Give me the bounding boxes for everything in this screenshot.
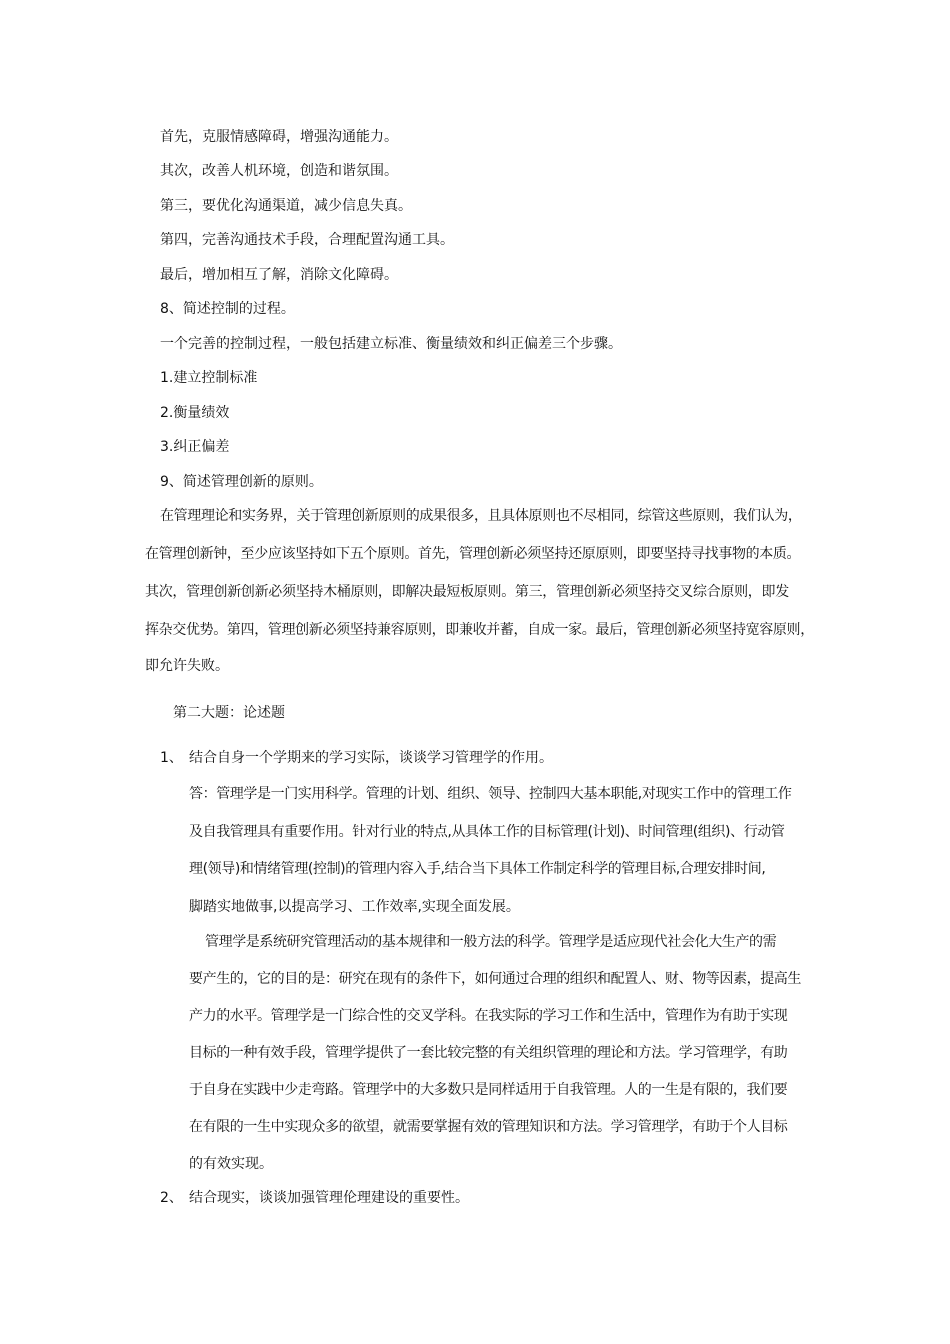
- control-step: 1.建立控制标准: [160, 370, 258, 386]
- answer-line: 脚踏实地做事,以提高学习、工作效率,实现全面发展。: [189, 899, 520, 915]
- list-item: 最后，增加相互了解，消除文化障碍。: [160, 267, 398, 283]
- answer-line: 及自我管理具有重要作用。针对行业的特点,从具体工作的目标管理(计划)、时间管理(组织)、行动管: [189, 824, 785, 840]
- question-9-paragraph-line: 即允许失败。: [145, 658, 229, 674]
- question-number: 1、: [160, 750, 183, 766]
- question-9-title: 9、简述管理创新的原则。: [160, 474, 323, 490]
- question-9-paragraph-line: 在管理理论和实务界，关于管理创新原则的成果很多，且具体原则也不尽相同，综管这些原则，我们认为，: [160, 508, 802, 524]
- question-number: 2、: [160, 1190, 183, 1206]
- answer-paragraph-line: 要产生的，它的目的是：研究在现有的条件下，如何通过合理的组织和配置人、财、物等因素，提高生: [189, 971, 801, 987]
- answer-paragraph-line: 目标的一种有效手段，管理学提供了一套比较完整的有关组织管理的理论和方法。学习管理学，有助: [189, 1045, 788, 1061]
- question-text: 结合自身一个学期来的学习实际，谈谈学习管理学的作用。: [189, 750, 553, 766]
- question-9-paragraph-line: 其次，管理创新创新必须坚持木桶原则，即解决最短板原则。第三，管理创新必须坚持交叉综合原则，即发: [145, 584, 789, 600]
- answer-paragraph-line: 管理学是系统研究管理活动的基本规律和一般方法的科学。管理学是适应现代社会化大生产的需: [205, 934, 777, 950]
- answer-line: 理(领导)和情绪管理(控制)的管理内容入手,结合当下具体工作制定科学的管理目标,合理安排时间,: [189, 861, 766, 877]
- question-text: 结合现实，谈谈加强管理伦理建设的重要性。: [189, 1190, 469, 1206]
- section-heading: 第二大题：论述题: [173, 705, 285, 721]
- list-item: 第四，完善沟通技术手段，合理配置沟通工具。: [160, 232, 454, 248]
- answer-paragraph-line: 在有限的一生中实现众多的欲望，就需要掌握有效的管理知识和方法。学习管理学，有助于个人目标: [189, 1119, 788, 1135]
- question-8-intro: 一个完善的控制过程，一般包括建立标准、衡量绩效和纠正偏差三个步骤。: [160, 336, 622, 352]
- question-9-paragraph-line: 在管理创新钟，至少应该坚持如下五个原则。首先，管理创新必须坚持还原原则，即要坚持寻找事物的本质。: [145, 546, 801, 562]
- question-8-title: 8、简述控制的过程。: [160, 301, 295, 317]
- list-item: 第三，要优化沟通渠道，减少信息失真。: [160, 198, 412, 214]
- question-9-paragraph-line: 挥杂交优势。第四，管理创新必须坚持兼容原则，即兼收并蓄，自成一家。最后，管理创新必须坚持宽容原则，: [145, 622, 814, 638]
- control-step: 2.衡量绩效: [160, 405, 230, 421]
- answer-paragraph-line: 产力的水平。管理学是一门综合性的交叉学科。在我实际的学习工作和生活中，管理作为有助于实现: [189, 1008, 788, 1024]
- list-item: 其次，改善人机环境，创造和谐氛围。: [160, 163, 398, 179]
- answer-line: 答：管理学是一门实用科学。管理的计划、组织、领导、控制四大基本职能,对现实工作中的管理工作: [189, 786, 792, 802]
- list-item: 首先，克服情感障碍，增强沟通能力。: [160, 129, 398, 145]
- control-step: 3.纠正偏差: [160, 439, 230, 455]
- answer-paragraph-line: 的有效实现。: [189, 1156, 273, 1172]
- answer-paragraph-line: 于自身在实践中少走弯路。管理学中的大多数只是同样适用于自我管理。人的一生是有限的，我们要: [189, 1082, 788, 1098]
